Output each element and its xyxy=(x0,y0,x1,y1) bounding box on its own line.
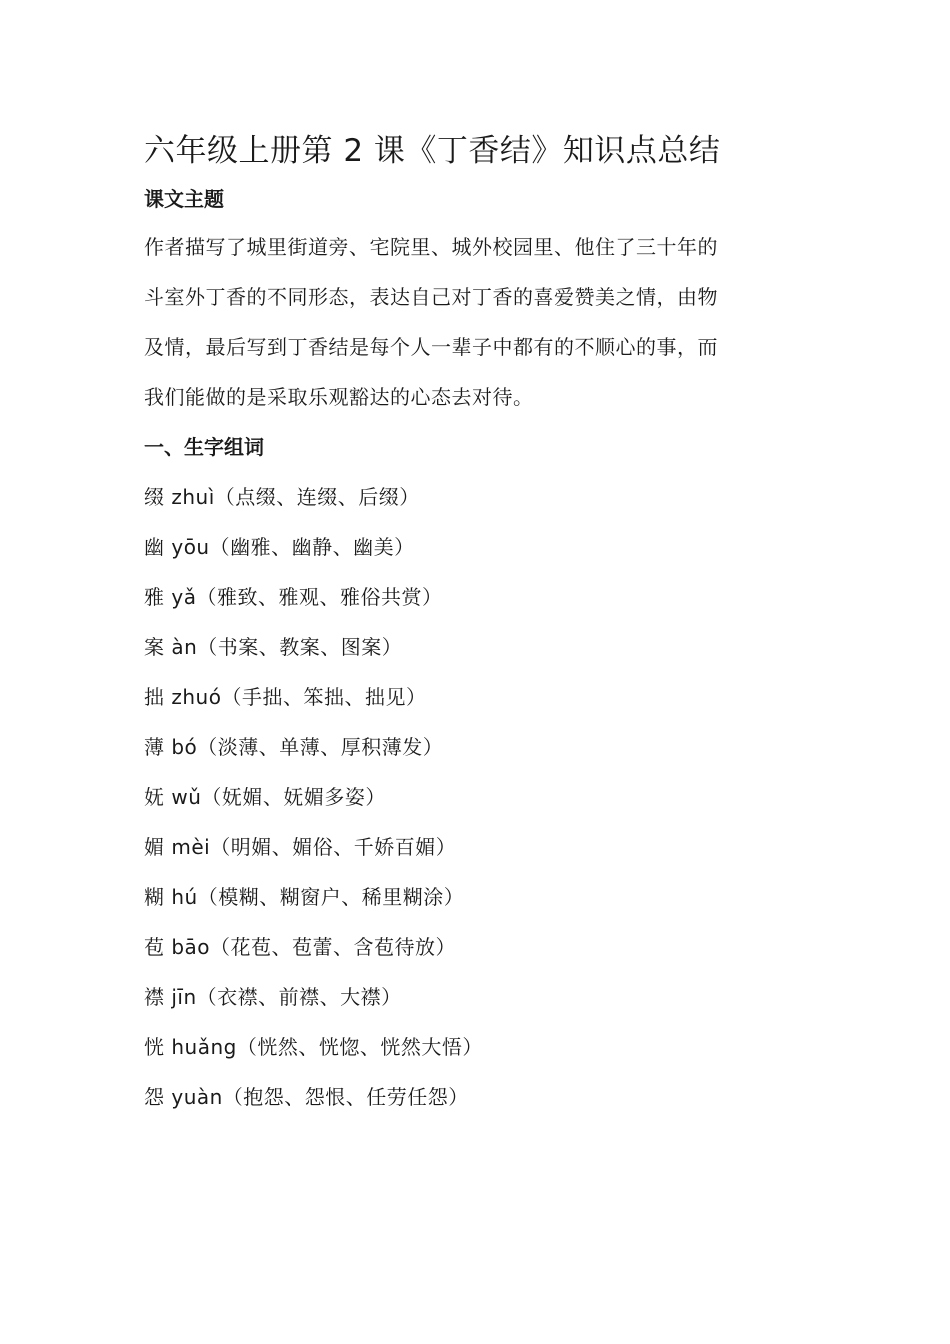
vocab-item: 案 àn（书案、教案、图案） xyxy=(144,635,403,659)
vocab-item: 怨 yuàn（抱怨、怨恨、任劳任怨） xyxy=(144,1085,469,1109)
theme-line: 及情，最后写到丁香结是每个人一辈子中都有的不顺心的事，而 xyxy=(144,335,718,359)
vocab-item: 雅 yǎ（雅致、雅观、雅俗共赏） xyxy=(144,585,443,609)
vocab-item: 恍 huǎng（恍然、恍惚、恍然大悟） xyxy=(144,1035,483,1059)
theme-line: 我们能做的是采取乐观豁达的心态去对待。 xyxy=(144,385,534,409)
theme-paragraph xyxy=(144,222,824,422)
vocab-item: 襟 jīn（衣襟、前襟、大襟） xyxy=(144,985,402,1009)
theme-heading: 课文主题 xyxy=(144,187,224,211)
vocab-item: 苞 bāo（花苞、苞蕾、含苞待放） xyxy=(144,935,457,959)
vocab-item: 拙 zhuó（手拙、笨拙、拙见） xyxy=(144,685,427,709)
theme-line: 斗室外丁香的不同形态，表达自己对丁香的喜爱赞美之情，由物 xyxy=(144,285,718,309)
document-page xyxy=(144,128,824,1122)
vocab-item: 薄 bó（淡薄、单薄、厚积薄发） xyxy=(144,735,444,759)
document-title: 六年级上册第 2 课《丁香结》知识点总结 xyxy=(144,133,721,169)
vocab-item: 妩 wǔ（妩媚、妩媚多姿） xyxy=(144,785,386,809)
vocab-item: 媚 mèi（明媚、媚俗、千娇百媚） xyxy=(144,835,457,859)
vocab-item: 糊 hú（模糊、糊窗户、稀里糊涂） xyxy=(144,885,465,909)
vocab-item: 幽 yōu（幽雅、幽静、幽美） xyxy=(144,535,415,559)
vocab-item: 缀 zhuì（点缀、连缀、后缀） xyxy=(144,485,420,509)
theme-line: 作者描写了城里街道旁、宅院里、城外校园里、他住了三十年的 xyxy=(144,235,718,259)
vocab-heading: 一、生字组词 xyxy=(144,435,264,459)
vocab-list xyxy=(144,472,824,1122)
